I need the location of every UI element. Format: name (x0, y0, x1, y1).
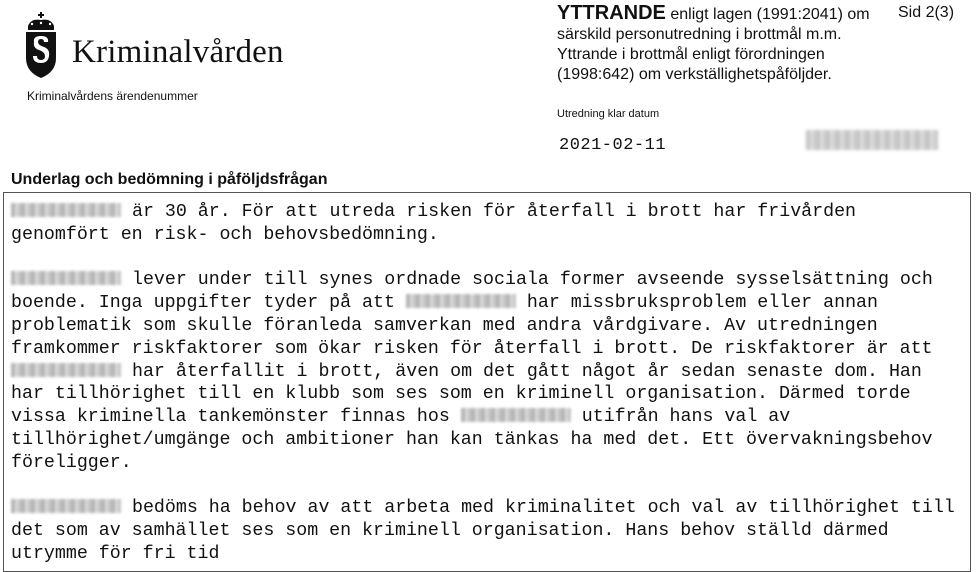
redacted-name (11, 499, 121, 513)
paragraph-text: har återfallit i brott, även om det gått något år sedan senaste dom. Han har tillhörighet till en klubb som ses som en kriminell organisation. Därmed torde vissa kriminella tankemönster finnas hos (11, 361, 933, 428)
title-description: enligt lagen (1991:2041) om särskild personutredning i brottmål m.m. Yttrande i brottmål enligt förordningen (1998:642) om verkställighetspåföljder. (557, 6, 870, 83)
page-number: Sid 2(3) (898, 4, 955, 21)
kriminalvarden-logo (20, 10, 284, 90)
paragraph-text: är 30 år. För att utreda risken för återfall i brott har frivården genomfört en risk- och behovsbedömning. (11, 202, 868, 245)
org-name: Kriminalvården (72, 34, 284, 70)
case-number-label: Kriminalvårdens ärendenummer (27, 89, 198, 103)
ready-date-label: Utredning klar datum (557, 108, 660, 120)
title-main: YTTRANDE (557, 2, 666, 24)
section-heading: Underlag och bedömning i påföljdsfrågan (11, 171, 328, 188)
redacted-identifier (806, 130, 938, 150)
crown-crest-icon (23, 12, 63, 84)
redacted-name (406, 294, 516, 308)
assessment-text-box (3, 192, 971, 572)
redacted-name (11, 203, 121, 217)
ready-date: 2021-02-11 (559, 136, 667, 155)
document-title (557, 3, 892, 85)
paragraph (11, 497, 964, 565)
paragraph (11, 201, 964, 247)
paragraph-text: lever under till synes ordnade sociala former avseende sysselsättning och boende. Inga uppgifter tyder på att (11, 270, 944, 314)
redacted-name (11, 363, 121, 377)
redacted-name (461, 408, 571, 422)
paragraph (11, 269, 964, 474)
paragraph-text: utifrån hans val av tillhörighet/umgänge och ambitioner han kan tänkas ha med det. Ett övervakningsbehov föreligger. (11, 407, 944, 473)
assessment-text (4, 193, 970, 566)
paragraph-text: bedöms ha behov av att arbeta med kriminalitet och val av tillhörighet till det som av samhället ses som en kriminell organisation. Hans behov ställd därmed utrymme för fri tid (11, 498, 966, 564)
paragraph-text: har missbruksproblem eller annan problematik som skulle föranleda samverkan med andra vårdgivare. Av utredningen framkommer riskfaktorer som ökar risken för återfall i brott. De riskfaktorer är att (11, 293, 944, 359)
redacted-name (11, 271, 121, 285)
